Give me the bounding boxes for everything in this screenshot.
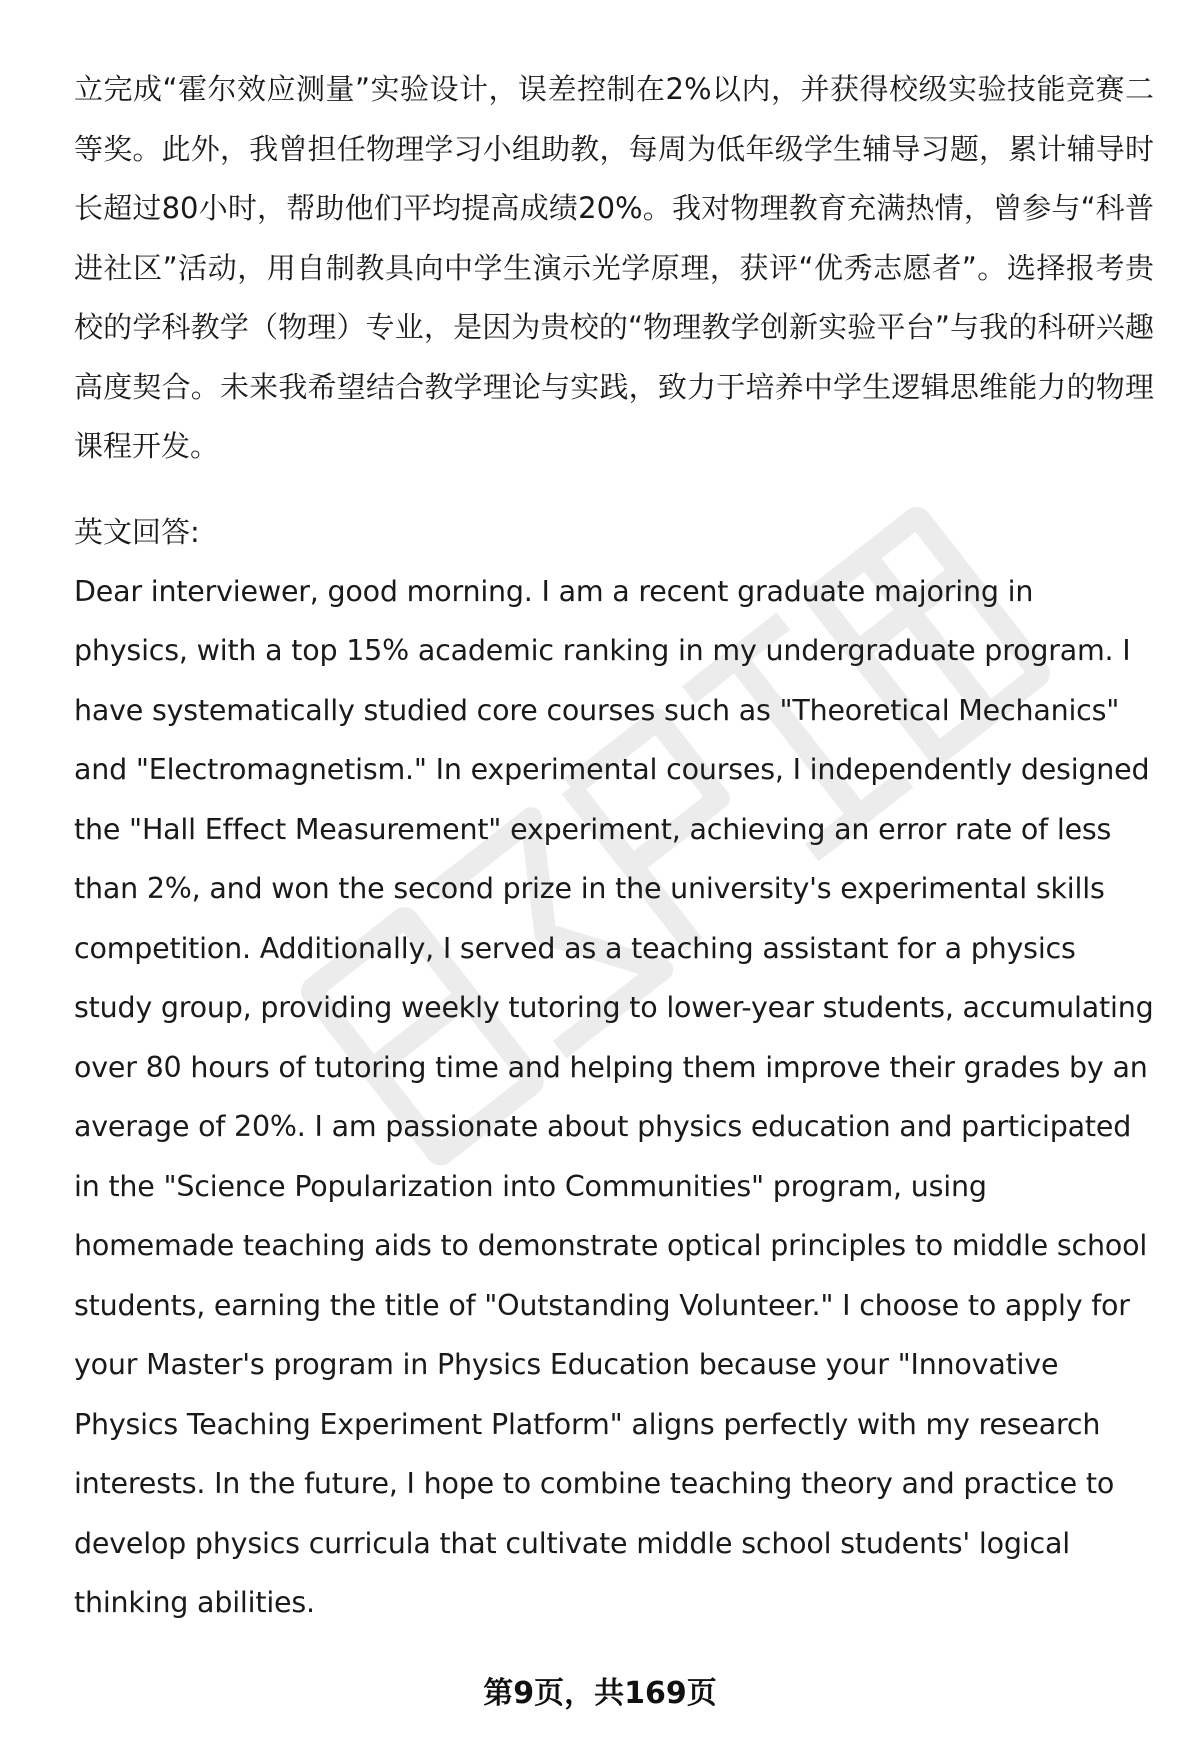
page-number-footer: 第9页，共169页 bbox=[483, 1676, 717, 1711]
english-answer-label: 英文回答: bbox=[74, 514, 200, 549]
document-body bbox=[74, 60, 1154, 1633]
chinese-answer-paragraph: 立完成“霍尔效应测量”实验设计，误差控制在2%以内，并获得校级实验技能竞赛二等奖。此外，我曾担任物理学习小组助教，每周为低年级学生辅导习题，累计辅导时长超过80小时，帮助他们平均提高成绩20%。我对物理教育充满热情，曾参与“科普进社区”活动，用自制教具向中学生演示光学原理，获评“优秀志愿者”。选择报考贵校的学科教学（物理）专业，是因为贵校的“物理教学创新实验平台”与我的科研兴趣高度契合。未来我希望结合教学理论与实践，致力于培养中学生逻辑思维能力的物理课程开发。 bbox=[74, 72, 1154, 463]
english-answer-paragraph: Dear interviewer, good morning. I am a recent graduate majoring in physics, with a top 15% academic ranking in my undergraduate program. I have systematically studied core courses such as "Theoretical Mechanics" and "Electromagnetism." In experimental courses, I independently designed the "Hall Effect Measurement" experiment, achieving an error rate of less than 2%, and won the second prize in the university's experimental skills competition. Additionally, I served as a teaching assistant for a physics study group, providing weekly tutoring to lower-year students, accumulating over 80 hours of tutoring time and helping them improve their grades by an average of 20%. I am passionate about physics education and participated in the "Science Popularization into Communities" program, using homemade teaching aids to demonstrate optical principles to middle school students, earning the title of "Outstanding Volunteer." I choose to apply for your Master's program in Physics Education because your "Innovative Physics Teaching Experiment Platform" aligns perfectly with my research interests. In the future, I hope to combine teaching theory and practice to develop physics curricula that cultivate middle school students' logical thinking abilities. bbox=[74, 574, 1154, 1619]
